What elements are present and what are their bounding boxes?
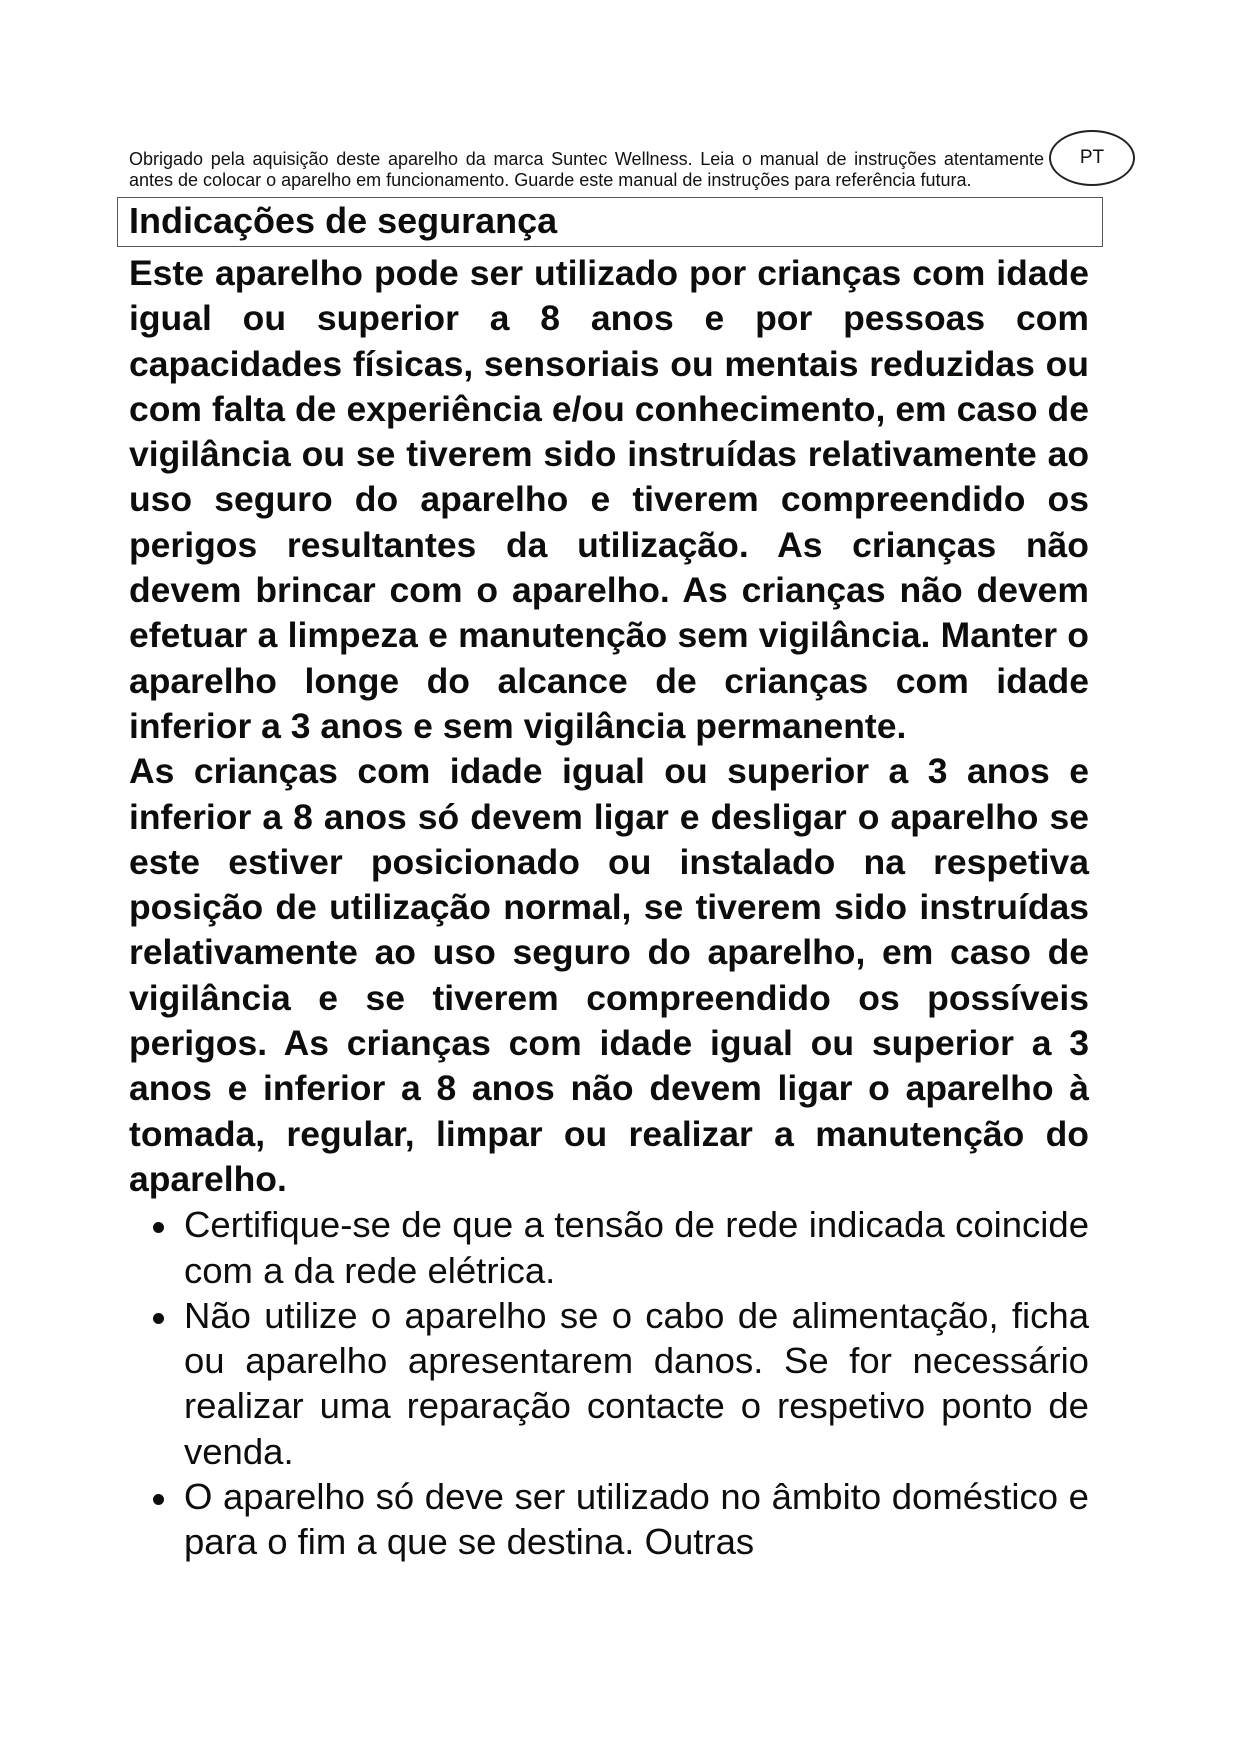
bullet-text: Não utilize o aparelho se o cabo de alimentação, ficha ou aparelho apresentarem danos. Se for necessário realizar uma reparação contacte o respetivo ponto de venda. xyxy=(184,1294,1089,1472)
list-item xyxy=(129,1293,1089,1474)
bullet-text: Certifique-se de que a tensão de rede indicada coincide com a da rede elétrica. xyxy=(184,1204,1089,1291)
safety-paragraph-ages: As crianças com idade igual ou superior a 3 anos e inferior a 8 anos só devem ligar e desligar o aparelho se este estiver posicionado ou instalado na respetiva posição de utilização normal, se tiverem sido instruídas relativamente ao uso seguro do aparelho, em caso de vigilância e se tiverem compreendido os possíveis perigos. As crianças com idade igual ou superior a 3 anos e inferior a 8 anos não devem ligar o aparelho à tomada, regular, limpar ou realizar a manutenção do aparelho. xyxy=(129,751,1089,1199)
bullet-dot-icon xyxy=(153,1494,164,1505)
section-header-box xyxy=(117,197,1103,247)
bullet-text: O aparelho só deve ser utilizado no âmbito doméstico e para o fim a que se destina. Outras xyxy=(184,1476,1089,1563)
language-badge: PT xyxy=(1049,130,1135,186)
safety-content xyxy=(129,251,1089,1565)
section-title: Indicações de segurança xyxy=(129,200,558,241)
safety-bullet-list xyxy=(129,1202,1089,1564)
bullet-dot-icon xyxy=(153,1222,164,1233)
safety-paragraph-children: Este aparelho pode ser utilizado por crianças com idade igual ou superior a 8 anos e por pessoas com capacidades físicas, sensoriais ou mentais reduzidas ou com falta de experiência e/ou conhecimento, em caso de vigilância ou se tiverem sido instruídas relativamente ao uso seguro do aparelho e tiverem compreendido os perigos resultantes da utilização. As crianças não devem brincar com o aparelho. As crianças não devem efetuar a limpeza e manutenção sem vigilância. Manter o aparelho longe do alcance de crianças com idade inferior a 3 anos e sem vigilância permanente. xyxy=(129,253,1089,746)
list-item xyxy=(129,1474,1089,1565)
intro-text: Obrigado pela aquisição deste aparelho da marca Suntec Wellness. Leia o manual de instruções atentamente antes de colocar o aparelho em funcionamento. Guarde este manual de instruções para referência futura. xyxy=(129,149,1044,190)
list-item xyxy=(129,1202,1089,1293)
bullet-dot-icon xyxy=(153,1313,164,1324)
